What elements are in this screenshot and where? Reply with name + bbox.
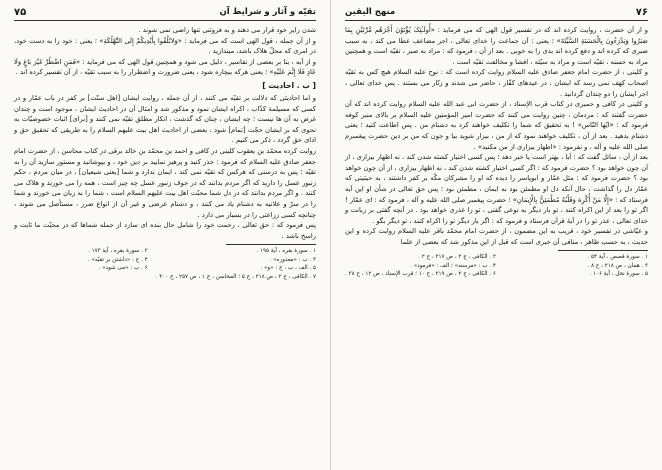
paragraph: و کلینی ، از حضرت امام جعفر صادق علیه السلام روایت کرده است که : نوح علیه السلام هیچ کس به تقیّه اصحاب کهف نمی رسد که ایشان ، در عیدهای کفّار ، حاضر می شدند و زنّار می بستند . پس خدای تعالی ، اجر ایشان را دو چندان گردانید . (345, 68, 648, 98)
right-page-header (345, 6, 648, 21)
paragraph: شدن رایر خود قرار می دهند و به فروتنی تنها راضی نمی شوند . (138, 26, 316, 34)
paragraph: و عیّاشی در تفسیر خود ، قریب به این مضمون ، از حضرت امام محمّد باقر علیه السلام روایت کرده و این حدیث ، به حسب ظاهر ، منافی آن خبری است که قبل از این مذکور شد که بعضی از علما (345, 227, 648, 246)
footnote: ۲ . الکافی ، ج ۲ ، ص ۲۱۷ ، ح ۲ . (418, 254, 496, 261)
paragraph: روایت کرده محمّد بن یعقوب کلینی در کافی و احمد بن محمّد بن خالد برقی در کتاب محاسن ، از حضرت امام جعفر صادق علیه السلام که فرمود : حذر کنید و پرهیز نمایید بر دین خود ، و بپوشانید و مستور سازید آن را به تقیّه ؛ پس به درستی که هرکس که تقیّه نمی کند ، ایمان ندارد و شما [یعنی شیعیان] ، در میان مردم ، حکم زنبور عسل را دارید که اگر مردم بدانند که در جوف زنبور عسل چه چیز است ، همه را می خورند و هلاک می کنند . و اگر مردم بدانند که در دل شما محبّت اهل بیت علیهم السلام است ، شما را به زبان می خورند و شما را در سرّ و علانیه به دشنام یاد می کنند ، و دشنام عرضی و غیر آن از انواع ضرر ، مستأصل می شوند ، چنانچه کسی زراعتی را در بسیار می دارد . (14, 146, 316, 219)
footnote: ۴ . ج : «داشتن بر تقیّه» . (87, 256, 148, 263)
left-running-title: تقیّه و آثار و شرایط آن (219, 7, 316, 17)
right-running-title: منهج الیقین (345, 7, 396, 17)
footnote: ۱ . سورهٔ قصص ، آیهٔ ۵۴ . (587, 254, 648, 261)
paragraph: و کلینی در کافی و حمیری در کتاب قرب الإسناد ، از حضرت ابی عبد الله علیه السلام روایت کرده اند که آن حضرت گفتند که : مردمان ، چنین روایت می کنند که حضرت امیر المؤمنین علیه السلام بر بالای منبر کوفه فرمود که : «ایّها النّاس» ! به تحقیق که شما را تکلیف خواهند کرد به دشنام من . پس اطاعت کنید ؛ یعنی دشنام بدهید . بعد از آن ، تکلیف خواهند نمود که از من ، بیزار شوید بیا و جون که من بر دین حضرت پیغمبرم صلی الله علیه و آله ، و نفرمود : «اظهار بیزاری از من مکنید» . (345, 100, 648, 151)
paragraph: و اما احادیثی که دلالت بر تقیّه می کنند ، از آن جمله ، روایت ایشان [اهل سنّت] بر کفر در باب عمّار و در کسی که مسیلمة کذّاب ، اکراه ایشان نمود و مذکور شد و امثال آن در احادیث ایشان ، موجود است و چندان غرض به آن ها نیست ؛ چه ایشان ، چنان که گذشت ، انکار مطلق تقیّه نمی کنند و [برای] اثبات خصوصیّات به نحوی که بر ایشان حجّت [تمام] شود ، بعضی از احادیث اهل بیت علیهم السلام را به طریقی که تحقیق حق و ادای حق گردد ، ذکر می کنیم . (14, 93, 316, 145)
footnote: ۳ . ب : «معذوره» . (269, 256, 316, 263)
left-page-number: ۷۵ (14, 6, 27, 18)
footnote: ۵ . الف ، ب ، ج : «و» . (260, 265, 316, 272)
footnote: ۳ . همان ، ص ۲۱۸ ، ح ۸ . (587, 262, 648, 269)
section-heading: [ ب . احادیث ] (262, 80, 316, 90)
footnote: ۶ . الکافی ، ج ۲ ، ص ۲۱۹ ، ح ۱۰ ؛ قرب الإسناد ، ص ۱۲ ، ح ۳۸ . (345, 271, 496, 278)
paragraph: بعد از آن ، سائل گفت که : آیا ، بهتر است یا خبر دهد ؛ پس کسی اختیار کشته شدن کند ، نه اظهار بیزاری ، از آن چون خواهد بود ؟ حضرت فرمود که : اگر کسی اختیار کشته شدن کند ، نه اظهار بیزاری ، از آن چون خواهد بود ؟ حضرت فرمود که : مثل عمّار و ابویاسر را دیده که او را مشرکان مکّه بر کفر داشتند ، به حیثیتی که عمّار دل را گذاشت ، حال آنکه دل او مطمئن بود به ایمان ، مطمئن بود ؛ پس حق تعالی در شأن او این آیه فرستاد که : «إِلَّا مَنْ أُکْرِهَ وَقَلْبُهُ مُطْمَئِنٌّ بِالْإِیمَانِ» ؛ حضرت پیغمبر صلی الله علیه و آله ، فرمود که : ای عمّار ! اگر تو را بعد از این اکراه کنند ، تو بار دیگر به نوعی گفتی ، تو را عذری خواهد بود . در آنچه گفتی بر زبانت و خدای تعالی ، عذر تو را در آیهٔ قرآن فرستاد و فرمود که : اگر بار دیگر تو را اکراه کنند ، تو دیگر بگو . (345, 153, 648, 225)
paragraph: و از آن جمله ، قول الهی است که می فرماید : «وَلاتُلْقُوا بِأَیْدِیکُمْ إِلَی التَّهْلُکَةِ» ؛ یعنی : خود را به دست خود، در امری که محلّ هلاک باشد، میندازید . (14, 36, 316, 56)
right-page-number: ۷۶ (635, 6, 648, 18)
right-footnotes (345, 253, 648, 278)
right-page-body (345, 25, 648, 247)
footnote: ۴ . ب : «مرسنه» ؛ الف : «فرمود» . (410, 262, 496, 269)
paragraph: و از آن حضرت ، روایت کرده اند که در تفسیر قول الهی که می فرماید : «أُولَـٰئِکَ یُؤْتَوْنَ أَجْرَهُم مَّرَّتَیْنِ بِمَا صَبَرُوا وَیَدْرَءُونَ بِالْحَسَنَةِ السَّیِّئَةَ» ؛ یعنی : آن جماعت را خدای تعالی ، اجر مضاعف عطا می کند ، به سبب صبری که کرده اند و دفع کرده اند بدی را به خوبی . بعد از آن ، فرمود که : مراد به صبر ، تقیّه است و همچنین مراد به حسنه ، تقیّه است و مراد به سیّئه ، افشا و مخالفت تقیّه است . (345, 26, 648, 66)
footnote: ۵ . سورهٔ نحل ، آیهٔ ۱۰۶ . (589, 271, 648, 278)
footnote: ۶ . ب : «می شود» . (98, 265, 148, 272)
left-footnotes (14, 247, 316, 281)
left-page-body (14, 25, 316, 241)
paragraph: پس فرمود که : حق تعالی ، رحمت خود را شامل حال بنده ای سازد از جمله شماها که در محبّت ما ثابت و راسخ باشد . (14, 221, 316, 240)
right-page (331, 0, 662, 470)
footnote: ۲ . سورهٔ بقره ، آیهٔ ۱۷۳ . (88, 248, 148, 255)
footnote: ۱ . سورهٔ بقره ، آیهٔ ۱۹۵ . (256, 248, 316, 255)
footnote-divider (558, 250, 648, 251)
left-page-header (14, 6, 316, 21)
footnote: ۷ . الکافی ، ج ۲ ، ص ۲۱۸ ، ح ۵ ؛ المحاسن ، ج ۱ ، ص ۲۵۷ ، ح ۳۰۰ . (155, 273, 316, 280)
footnote-divider (226, 244, 316, 245)
paragraph: و از آیه ، بنا بر بعضی از تفاسیر ، دلیل می شود و همچنین قول الهی که می فرماید : «فَمَنِ اضْطُرَّ غَیْرَ بَاغٍ وَلَا عَادٍ فَلَا إِثْمَ عَلَیْهِ» ؛ یعنی هرکه بیچاره شود ، یعنی ضرورت و اضطرار را به سبب تقیّه ، از آن تفسیر کرده اند . (14, 57, 316, 77)
